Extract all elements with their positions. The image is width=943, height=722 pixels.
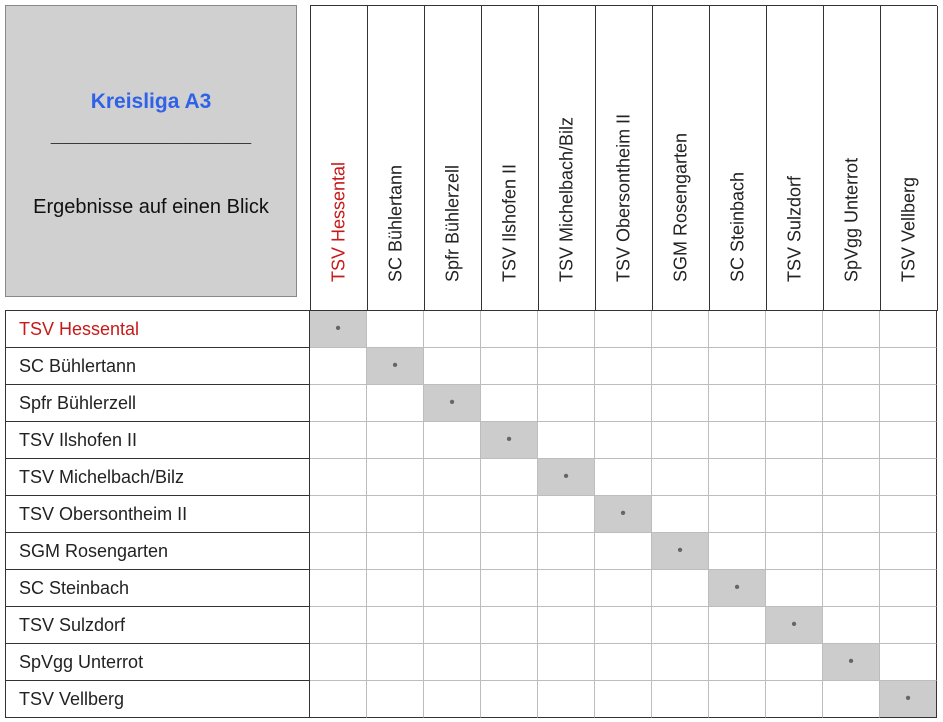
table-row (310, 644, 937, 681)
column-header-cell (596, 6, 653, 311)
result-cell (709, 311, 766, 348)
result-cell (880, 422, 937, 459)
dot-icon: • (905, 690, 911, 707)
table-row (310, 570, 937, 607)
dot-icon: • (677, 542, 683, 559)
column-team-label: TSV Vellberg (898, 176, 919, 282)
table-row (310, 348, 937, 385)
result-cell (652, 385, 709, 422)
result-cell (709, 348, 766, 385)
result-cell (880, 496, 937, 533)
column-header-cell (482, 6, 539, 311)
result-cell (367, 459, 424, 496)
result-cell (367, 496, 424, 533)
diagonal-cell (367, 348, 424, 385)
result-cell (481, 533, 538, 570)
dot-icon: • (506, 431, 512, 448)
result-cell (310, 348, 367, 385)
result-cell (424, 311, 481, 348)
row-team-label: SpVgg Unterrot (6, 644, 310, 681)
result-cell (652, 422, 709, 459)
result-cell (652, 681, 709, 718)
result-cell (652, 496, 709, 533)
result-cell (424, 533, 481, 570)
row-team-label: SGM Rosengarten (6, 533, 310, 570)
result-cell (310, 533, 367, 570)
result-cell (709, 681, 766, 718)
column-header-row (310, 5, 937, 310)
row-team-label: TSV Vellberg (6, 681, 310, 718)
table-row (310, 607, 937, 644)
result-cell (823, 607, 880, 644)
result-cell (595, 570, 652, 607)
diagonal-cell (310, 311, 367, 348)
result-cell (595, 533, 652, 570)
row-team-label: SC Steinbach (6, 570, 310, 607)
diagonal-cell (766, 607, 823, 644)
result-cell (823, 459, 880, 496)
result-cell (367, 681, 424, 718)
column-team-label: SpVgg Unterrot (841, 157, 862, 282)
result-cell (709, 533, 766, 570)
column-header-cell (881, 6, 938, 311)
result-cell (310, 496, 367, 533)
result-cell (595, 644, 652, 681)
result-cell (709, 459, 766, 496)
result-cell (481, 311, 538, 348)
result-cell (310, 681, 367, 718)
result-cell (481, 385, 538, 422)
result-cell (310, 422, 367, 459)
column-team-label: TSV Sulzdorf (784, 175, 805, 282)
result-cell (766, 459, 823, 496)
result-cell (481, 607, 538, 644)
result-cell (823, 422, 880, 459)
table-row (310, 385, 937, 422)
result-cell (310, 385, 367, 422)
dot-icon: • (563, 468, 569, 485)
column-team-label: SC Steinbach (727, 171, 748, 282)
row-team-label: TSV Sulzdorf (6, 607, 310, 644)
table-row (310, 459, 937, 496)
row-team-label: TSV Hessental (6, 311, 310, 348)
result-cell (823, 681, 880, 718)
row-team-label: TSV Obersontheim II (6, 496, 310, 533)
result-cell (766, 348, 823, 385)
result-cell (709, 385, 766, 422)
result-cell (880, 311, 937, 348)
league-title: Kreisliga A3 (90, 90, 212, 113)
result-cell (766, 681, 823, 718)
result-cell (538, 385, 595, 422)
result-cell (424, 422, 481, 459)
result-cell (367, 422, 424, 459)
table-row (310, 533, 937, 570)
row-team-label: Spfr Bühlerzell (6, 385, 310, 422)
diagonal-cell (652, 533, 709, 570)
result-cell (424, 496, 481, 533)
result-cell (310, 570, 367, 607)
result-cell (823, 311, 880, 348)
result-cell (766, 385, 823, 422)
result-cell (310, 607, 367, 644)
result-cell (367, 385, 424, 422)
dot-icon: • (848, 653, 854, 670)
result-cell (766, 644, 823, 681)
result-cell (652, 644, 709, 681)
result-cell (481, 570, 538, 607)
result-cell (880, 570, 937, 607)
result-cell (310, 459, 367, 496)
result-cell (652, 311, 709, 348)
dot-icon: • (335, 320, 341, 337)
column-team-label: SC Bühlertann (385, 164, 406, 282)
result-cell (880, 459, 937, 496)
column-team-label: SGM Rosengarten (670, 132, 691, 282)
results-grid (310, 310, 937, 717)
row-team-label: SC Bühlertann (6, 348, 310, 385)
column-team-label: TSV Michelbach/Bilz (556, 116, 577, 282)
result-cell (595, 348, 652, 385)
result-cell (424, 348, 481, 385)
result-cell (880, 607, 937, 644)
result-cell (367, 533, 424, 570)
dot-icon: • (620, 505, 626, 522)
result-cell (481, 459, 538, 496)
result-cell (709, 607, 766, 644)
result-cell (652, 607, 709, 644)
column-team-label: TSV Obersontheim II (613, 113, 634, 282)
result-cell (538, 681, 595, 718)
result-cell (538, 607, 595, 644)
result-cell (481, 348, 538, 385)
dot-icon: • (791, 616, 797, 633)
column-header-cell (425, 6, 482, 311)
column-header-cell (311, 6, 368, 311)
diagonal-cell (481, 422, 538, 459)
result-cell (652, 459, 709, 496)
table-row (310, 496, 937, 533)
column-team-label: Spfr Bühlerzell (442, 164, 463, 282)
row-team-label: TSV Ilshofen II (6, 422, 310, 459)
result-cell (424, 570, 481, 607)
result-cell (880, 644, 937, 681)
result-cell (538, 348, 595, 385)
result-cell (367, 644, 424, 681)
diagonal-cell (880, 681, 937, 718)
dot-icon: • (449, 394, 455, 411)
result-cell (766, 311, 823, 348)
table-row (310, 311, 937, 348)
title-divider: ________________________ (50, 128, 252, 145)
result-cell (424, 681, 481, 718)
result-cell (367, 311, 424, 348)
column-header-cell (767, 6, 824, 311)
column-team-label: TSV Ilshofen II (499, 163, 520, 282)
result-cell (538, 311, 595, 348)
row-header-column (5, 310, 310, 718)
result-cell (766, 422, 823, 459)
result-cell (595, 385, 652, 422)
result-cell (481, 496, 538, 533)
column-header-cell (539, 6, 596, 311)
row-team-label: TSV Michelbach/Bilz (6, 459, 310, 496)
result-cell (880, 533, 937, 570)
result-cell (481, 681, 538, 718)
result-cell (766, 533, 823, 570)
column-header-cell (824, 6, 881, 311)
diagonal-cell (823, 644, 880, 681)
result-cell (310, 644, 367, 681)
diagonal-cell (538, 459, 595, 496)
result-cell (595, 422, 652, 459)
result-cell (367, 607, 424, 644)
dot-icon: • (392, 357, 398, 374)
column-header-cell (710, 6, 767, 311)
column-header-cell (653, 6, 710, 311)
result-cell (652, 348, 709, 385)
result-cell (424, 607, 481, 644)
column-team-label: TSV Hessental (328, 161, 349, 282)
result-cell (595, 311, 652, 348)
result-cell (709, 422, 766, 459)
diagonal-cell (595, 496, 652, 533)
result-cell (823, 348, 880, 385)
result-cell (823, 496, 880, 533)
result-cell (424, 459, 481, 496)
result-cell (595, 607, 652, 644)
result-cell (823, 533, 880, 570)
dot-icon: • (734, 579, 740, 596)
result-cell (880, 385, 937, 422)
result-cell (538, 570, 595, 607)
result-cell (766, 496, 823, 533)
result-cell (538, 533, 595, 570)
result-cell (823, 570, 880, 607)
result-cell (538, 496, 595, 533)
result-cell (424, 644, 481, 681)
result-cell (709, 644, 766, 681)
result-cell (481, 644, 538, 681)
title-box (5, 5, 297, 297)
result-cell (367, 570, 424, 607)
result-cell (595, 459, 652, 496)
result-cell (595, 681, 652, 718)
result-cell (823, 385, 880, 422)
result-cell (538, 422, 595, 459)
result-cell (538, 644, 595, 681)
diagonal-cell (709, 570, 766, 607)
table-row (310, 681, 937, 718)
result-cell (652, 570, 709, 607)
result-cell (880, 348, 937, 385)
result-cell (766, 570, 823, 607)
result-cell (709, 496, 766, 533)
diagonal-cell (424, 385, 481, 422)
results-subtitle: Ergebnisse auf einen Blick (33, 196, 269, 218)
table-row (310, 422, 937, 459)
column-header-cell (368, 6, 425, 311)
